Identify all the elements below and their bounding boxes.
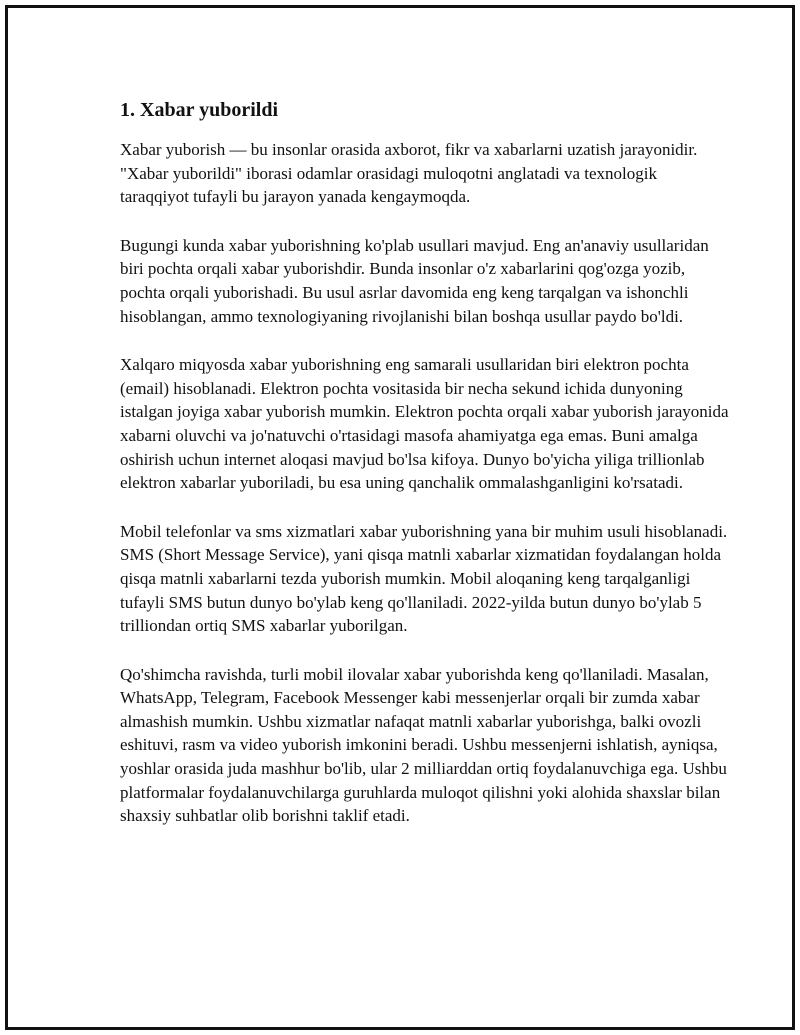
page-frame bbox=[5, 5, 795, 1030]
paragraph-messengers: Qo'shimcha ravishda, turli mobil ilovalar xabar yuborishda keng qo'llaniladi. Masalan, WhatsApp, Telegram, Facebook Messenger kabi messenjerlar orqali bir zumda xabar almashish mumkin. Ushbu xizmatlar nafaqat matnli xabarlar yuborishga, balki ovozli eshituvi, rasm va video yuborish imkonini beradi. Ushbu messenjerni ishlatish, ayniqsa, yoshlar orasida juda mashhur bo'lib, ular 2 milliarddan ortiq foydalanuvchiga ega. Ushbu platformalar foydalanuvchilarga guruhlarda muloqot qilishni yoki alohida shaxslar bilan shaxsiy suhbatlar olib borishni taklif etadi. bbox=[120, 664, 727, 826]
paragraph-intro: Xabar yuborish — bu insonlar orasida axborot, fikr va xabarlarni uzatish jarayonidir. "Xabar yuborildi" iborasi odamlar orasidagi muloqotni anglatadi va texnologik taraqqiyot tufayli bu jarayon yanada kengaymoqda. bbox=[120, 140, 698, 207]
section-heading: 1. Xabar yuborildi bbox=[120, 99, 278, 121]
document-body bbox=[120, 96, 730, 853]
paragraph-post: Bugungi kunda xabar yuborishning ko'plab usullari mavjud. Eng an'anaviy usullaridan biri pochta orqali xabar yuborishdir. Bunda insonlar o'z xabarlarini qog'ozga yozib, pochta orqali yuborishadi. Bu usul asrlar davomida eng keng tarqalgan va ishonchli hisoblangan, ammo texnologiyaning rivojlanishi bilan boshqa usullar paydo bo'ldi. bbox=[120, 235, 709, 326]
paragraph-email: Xalqaro miqyosda xabar yuborishning eng samarali usullaridan biri elektron pochta (email) hisoblanadi. Elektron pochta vositasida bir necha sekund ichida dunyoning istalgan joyiga xabar yuborish mumkin. Elektron pochta orqali xabar yuborish jarayonida xabarni oluvchi va jo'natuvchi o'rtasidagi masofa ahamiyatga ega emas. Buni amalga oshirish uchun internet aloqasi mavjud bo'lsa kifoya. Dunyo bo'yicha yiliga trillionlab elektron xabarlar yuboriladi, bu esa uning qanchalik ommalashganligini ko'rsatadi. bbox=[120, 355, 729, 493]
paragraph-sms: Mobil telefonlar va sms xizmatlari xabar yuborishning yana bir muhim usuli hisoblanadi. SMS (Short Message Service), yani qisqa matnli xabarlar xizmatidan foydalangan holda qisqa matnli xabarlarni tezda yuborish mumkin. Mobil aloqaning keng tarqalganligi tufayli SMS butun dunyo bo'ylab keng qo'llaniladi. 2022-yilda butun dunyo bo'ylab 5 trilliondan ortiq SMS xabarlar yuborilgan. bbox=[120, 521, 728, 636]
